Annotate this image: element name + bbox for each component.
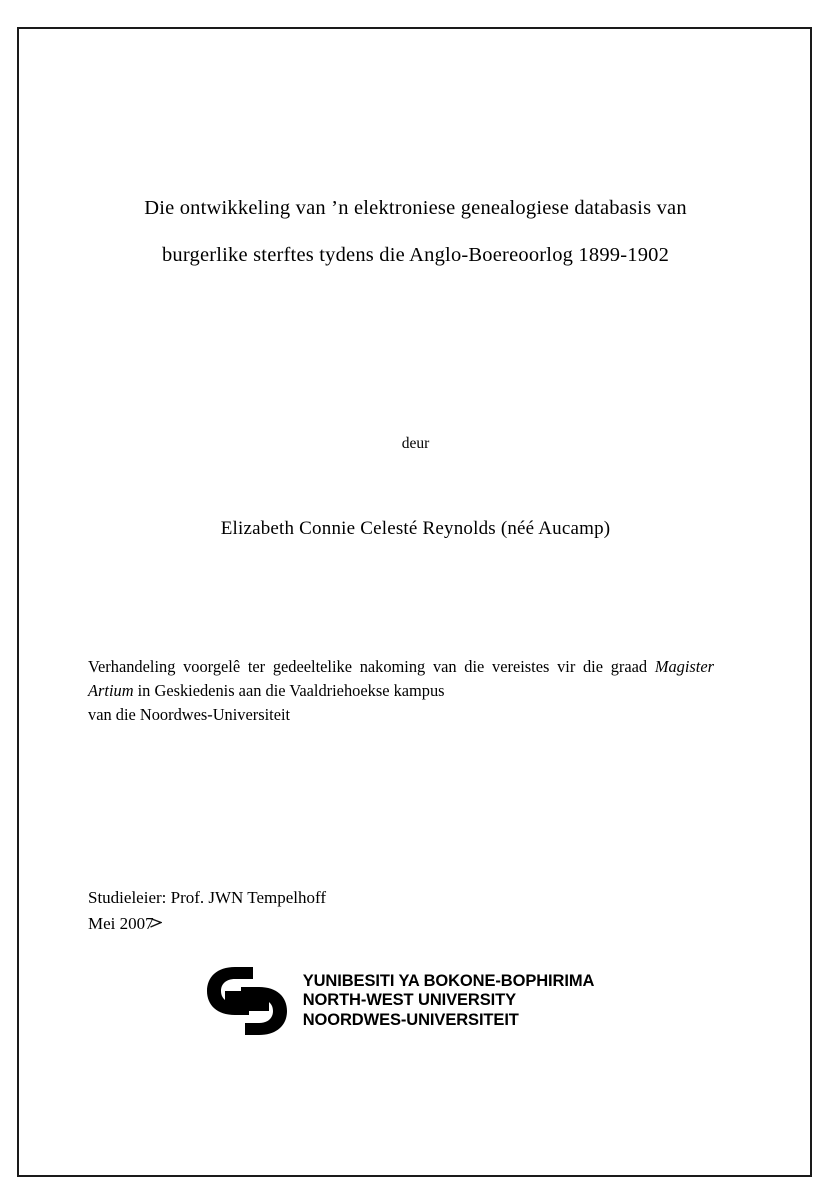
statement-part-3: van die Noordwes-Universiteit — [88, 705, 291, 724]
page-title — [84, 185, 747, 279]
supervisor-line: Studieleier: Prof. JWN Tempelhoff — [88, 888, 327, 907]
supervisor-block — [88, 885, 326, 937]
author-name: Elizabeth Connie Celesté Reynolds (néé Aucamp) — [220, 518, 611, 539]
university-logo — [0, 965, 795, 1037]
logo-line-2: NORTH-WEST UNIVERSITY — [302, 991, 517, 1010]
degree-statement — [88, 655, 714, 727]
date-line: Mei 2007 — [88, 914, 154, 933]
title-line-1: Die ontwikkeling van ’n elektroniese genealogiese databasis van — [144, 197, 687, 219]
title-line-2: burgerlike sterftes tydens die Anglo-Boereoorlog 1899-1902 — [161, 244, 670, 266]
logo-text-block — [303, 972, 595, 1031]
logo-line-3: NOORDWES-UNIVERSITEIT — [302, 1010, 519, 1029]
statement-emphasis: Magister Artium — [88, 657, 714, 700]
by-label: deur — [401, 435, 430, 452]
statement-part-1: Verhandeling voorgelê ter gedeeltelike nakoming van die vereistes vir die graad — [88, 657, 655, 676]
logo-line-1: YUNIBESITI YA BOKONE-BOPHIRIMA — [302, 971, 595, 990]
statement-part-2: in Geskiedenis aan die Vaaldriehoekse kampus — [133, 681, 445, 700]
north-west-university-logo-icon — [201, 965, 293, 1037]
date-line-wrap — [88, 911, 154, 937]
